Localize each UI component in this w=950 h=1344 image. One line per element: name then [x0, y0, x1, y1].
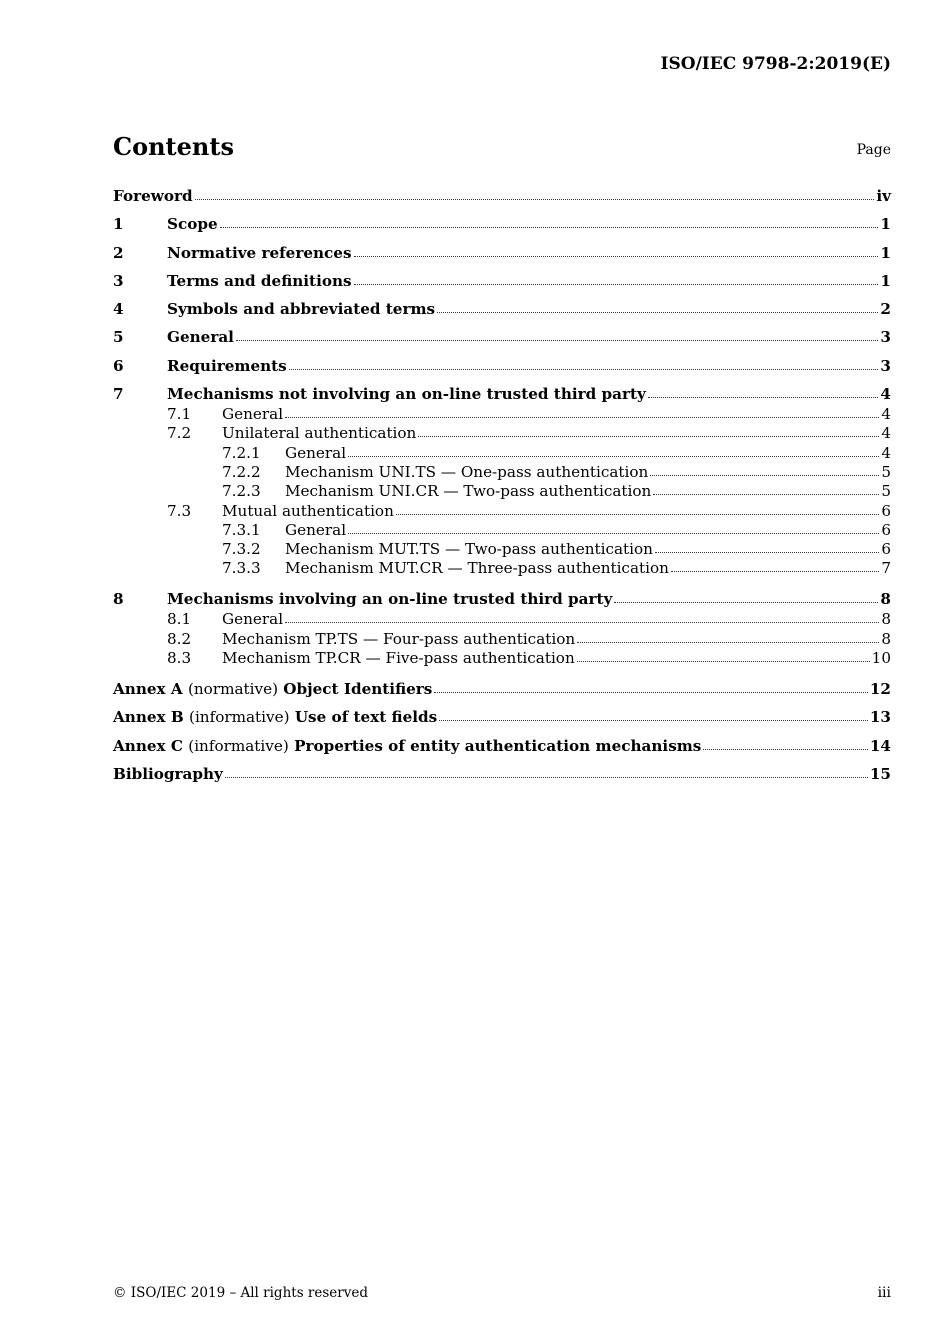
toc-number: 7.3.3 — [222, 559, 261, 578]
toc-page: 3 — [880, 356, 891, 375]
toc-entry-7-2-2[interactable] — [113, 463, 891, 482]
toc-page: 5 — [881, 482, 891, 501]
page-column-label: Page — [856, 142, 891, 158]
toc-page: 15 — [869, 764, 891, 783]
annex-title: Properties of entity authentication mechanisms — [294, 736, 702, 755]
toc-entry-annex-b[interactable] — [113, 706, 891, 734]
toc-entry-bibliography[interactable] — [113, 763, 891, 791]
toc-title: Requirements — [167, 356, 287, 375]
toc-number: 6 — [113, 356, 124, 375]
toc-page: 13 — [869, 708, 891, 727]
toc-title: Mechanism TP.TS — Four-pass authentication — [222, 629, 576, 648]
dot-leader — [653, 493, 879, 495]
toc-entry-7-1[interactable] — [113, 405, 891, 424]
toc-entry-annex-a[interactable] — [113, 678, 891, 706]
dot-leader — [348, 532, 879, 534]
toc-page: 1 — [880, 271, 891, 290]
toc-page: 3 — [880, 328, 891, 347]
table-of-contents — [113, 185, 891, 791]
toc-title: Symbols and abbreviated terms — [167, 300, 436, 319]
toc-number: 7.2.3 — [222, 482, 261, 501]
toc-entry-5[interactable] — [113, 326, 891, 354]
toc-page: 10 — [871, 649, 891, 668]
dot-leader — [289, 368, 879, 370]
toc-entry-foreword[interactable]: Foreword iv — [113, 187, 891, 205]
toc-entry-1[interactable] — [113, 213, 891, 241]
toc-number: 4 — [113, 300, 124, 319]
toc-title: Normative references — [167, 243, 352, 262]
toc-page: 8 — [881, 610, 891, 629]
dot-leader — [437, 311, 878, 313]
toc-number: 7.2.1 — [222, 443, 261, 462]
toc-entry-3[interactable] — [113, 270, 891, 298]
dot-leader — [577, 660, 870, 662]
toc-number: 7.2.2 — [222, 462, 261, 481]
dot-leader — [671, 570, 879, 572]
toc-number: 5 — [113, 328, 124, 347]
annex-label: Annex C — [113, 736, 183, 755]
toc-number: 8.3 — [167, 649, 192, 668]
toc-number: 7.3.2 — [222, 540, 261, 559]
toc-number: 7.3.1 — [222, 520, 261, 539]
toc-number: 7.3 — [167, 501, 192, 520]
toc-title: Mechanism MUT.CR — Three-pass authentication — [285, 559, 669, 578]
toc-entry-8-2[interactable] — [113, 630, 891, 649]
toc-number: 3 — [113, 271, 124, 290]
toc-entry-8[interactable] — [113, 588, 891, 610]
toc-page: 4 — [881, 443, 891, 462]
toc-title: Bibliography — [113, 764, 223, 783]
toc-number: 7.2 — [167, 424, 192, 443]
toc-title — [113, 678, 432, 700]
footer-copyright: © ISO/IEC 2019 – All rights reserved — [113, 1285, 368, 1301]
toc-entry-4[interactable] — [113, 298, 891, 326]
toc-page: 4 — [880, 385, 891, 404]
toc-title: Unilateral authentication — [222, 424, 417, 443]
toc-page: 4 — [881, 405, 891, 424]
toc-title: Mechanism TP.CR — Five-pass authentication — [222, 649, 575, 668]
annex-kind: (normative) — [187, 680, 278, 699]
dot-leader — [285, 416, 879, 418]
toc-title — [113, 735, 701, 757]
toc-title: General — [285, 520, 347, 539]
annex-label: Annex B — [113, 708, 184, 727]
toc-page: 1 — [880, 243, 891, 262]
toc-page: 6 — [881, 501, 891, 520]
annex-kind: (informative) — [189, 708, 290, 727]
dot-leader — [348, 455, 879, 457]
toc-page: 6 — [881, 540, 891, 559]
toc-title: General — [222, 405, 284, 424]
dot-leader — [655, 551, 879, 553]
toc-number: 7.1 — [167, 405, 192, 424]
toc-number: 8 — [113, 590, 124, 609]
toc-entry-8-1[interactable] — [113, 610, 891, 629]
contents-title: Contents — [113, 132, 234, 161]
toc-number: 2 — [113, 243, 124, 262]
toc-entry-7-3-2[interactable] — [113, 540, 891, 559]
dot-leader — [650, 474, 879, 476]
toc-number: 7 — [113, 385, 124, 404]
toc-title: Terms and definitions — [167, 271, 352, 290]
footer-page-number: iii — [877, 1285, 891, 1301]
toc-title: Mechanism UNI.TS — One-pass authentication — [285, 462, 649, 481]
toc-title: Mechanisms involving an on-line trusted third party — [167, 590, 613, 609]
toc-title — [113, 706, 437, 728]
dot-leader — [439, 719, 868, 721]
annex-label: Annex A — [113, 680, 183, 699]
dot-leader — [225, 776, 868, 778]
dot-leader — [577, 641, 879, 643]
toc-title: Mutual authentication — [222, 501, 394, 520]
toc-page: 12 — [869, 680, 891, 699]
toc-title: Scope — [167, 215, 218, 234]
dot-leader — [396, 513, 879, 515]
toc-page: 8 — [880, 590, 891, 609]
toc-entry-7-2-1[interactable] — [113, 444, 891, 463]
dot-leader — [614, 601, 878, 603]
toc-title: Mechanism UNI.CR — Two-pass authentication — [285, 482, 652, 501]
dot-leader — [648, 396, 879, 398]
toc-page: 2 — [880, 300, 891, 319]
toc-entry-2[interactable] — [113, 242, 891, 270]
toc-entry-7[interactable] — [113, 383, 891, 405]
dot-leader — [220, 226, 879, 228]
toc-title: General — [285, 443, 347, 462]
toc-entry-annex-c[interactable] — [113, 735, 891, 763]
dot-leader — [434, 691, 868, 693]
toc-entry-7-3[interactable] — [113, 502, 891, 521]
dot-leader — [285, 621, 879, 623]
toc-page: iv — [876, 187, 891, 205]
dot-leader — [354, 283, 879, 285]
toc-entry-6[interactable] — [113, 355, 891, 383]
annex-kind: (informative) — [188, 736, 289, 755]
dot-leader — [236, 339, 878, 341]
toc-entry-7-3-1[interactable] — [113, 521, 891, 540]
annex-title: Use of text fields — [294, 708, 438, 727]
toc-title: Mechanism MUT.TS — Two-pass authentication — [285, 540, 653, 559]
dot-leader — [354, 255, 879, 257]
dot-leader — [703, 748, 868, 750]
toc-page: 8 — [881, 629, 891, 648]
dot-leader — [418, 435, 879, 437]
toc-entry-8-3[interactable] — [113, 649, 891, 678]
annex-title: Object Identifiers — [283, 680, 433, 699]
toc-title: General — [167, 328, 234, 347]
toc-number: 1 — [113, 215, 124, 234]
toc-entry-7-2[interactable] — [113, 424, 891, 443]
toc-number: 8.2 — [167, 629, 192, 648]
toc-page: 14 — [869, 736, 891, 755]
toc-title: General — [222, 610, 284, 629]
toc-page: 7 — [881, 559, 891, 578]
toc-title: Mechanisms not involving an on-line trusted third party — [167, 385, 646, 404]
toc-entry-7-3-3[interactable] — [113, 559, 891, 588]
toc-page: 5 — [881, 462, 891, 481]
toc-page: 4 — [881, 424, 891, 443]
toc-number: 8.1 — [167, 610, 192, 629]
dot-leader — [195, 198, 875, 200]
document-id: ISO/IEC 9798-2:2019(E) — [660, 54, 891, 74]
toc-entry-7-2-3[interactable] — [113, 482, 891, 501]
toc-page: 1 — [880, 215, 891, 234]
toc-page: 6 — [881, 520, 891, 539]
